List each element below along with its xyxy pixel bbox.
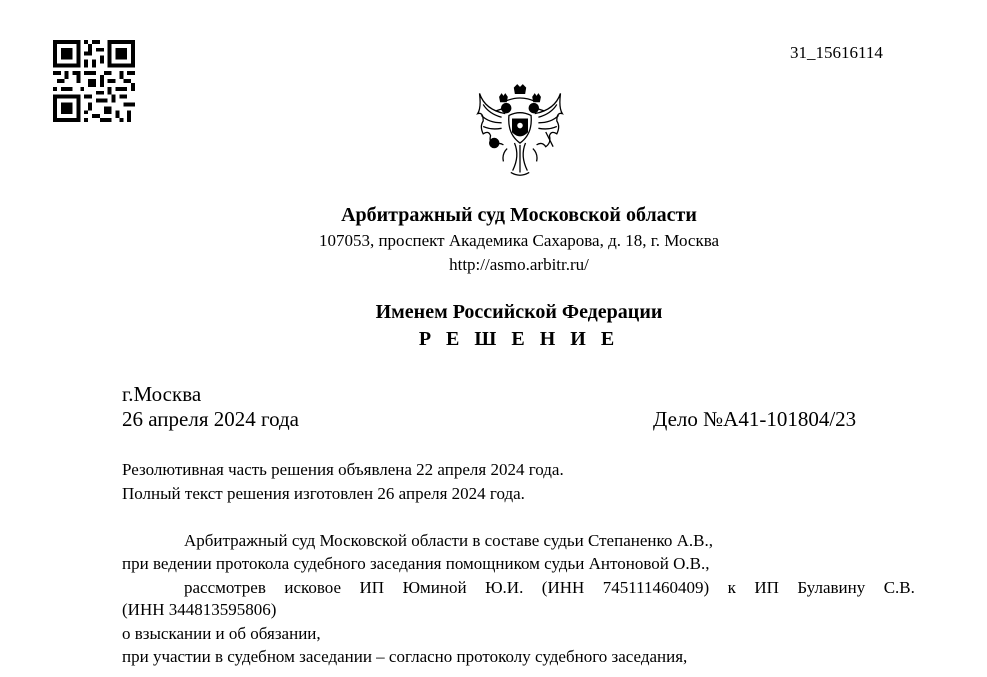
court-url[interactable]: http://asmo.arbitr.ru/ — [449, 255, 589, 274]
claim-word: ИП — [359, 578, 385, 597]
claim-word: Ю.И. — [485, 578, 524, 597]
claim-word: к — [727, 578, 736, 597]
claim-word: (ИНН — [541, 578, 585, 597]
claim-word: рассмотрев — [184, 578, 266, 597]
paragraph-claim — [184, 578, 915, 598]
court-name: Арбитражный суд Московской области — [341, 204, 697, 226]
city: г.Москва — [122, 382, 202, 406]
claim-word: Булавину — [797, 578, 866, 597]
claim-word: Юминой — [402, 578, 467, 597]
claim-word: исковое — [284, 578, 342, 597]
decision-title: Р Е Ш Е Н И Е — [418, 328, 620, 350]
qr-code-icon — [52, 40, 136, 122]
claim-word: 745111460409) — [602, 578, 710, 597]
claim-word: ИП — [754, 578, 779, 597]
court-address: 107053, проспект Академика Сахарова, д. 18, г. Москва — [318, 231, 720, 250]
paragraph-defendant-inn: (ИНН 344813595806) — [122, 600, 277, 619]
paragraph-claim-subject: о взыскании и об обязании, — [122, 624, 321, 643]
document-id: 31_15616114 — [790, 43, 883, 62]
paragraph-court-composition: Арбитражный суд Московской области в составе судьи Степаненко А.В., — [184, 531, 714, 550]
paragraph-resolution-announced: Резолютивная часть решения объявлена 22 апреля 2024 года. — [122, 460, 564, 479]
case-number: Дело №А41-101804/23 — [653, 407, 857, 431]
paragraph-protocol: при ведении протокола судебного заседания помощником судьи Антоновой О.В., — [122, 554, 710, 573]
in-name-heading: Именем Российской Федерации — [375, 301, 663, 323]
claim-word: С.В. — [883, 578, 915, 597]
paragraph-participants: при участии в судебном заседании – согласно протоколу судебного заседания, — [122, 647, 688, 666]
paragraph-full-text-prepared: Полный текст решения изготовлен 26 апреля 2024 года. — [122, 484, 525, 503]
russian-coat-of-arms-icon — [474, 84, 566, 180]
decision-date: 26 апреля 2024 года — [122, 407, 299, 431]
